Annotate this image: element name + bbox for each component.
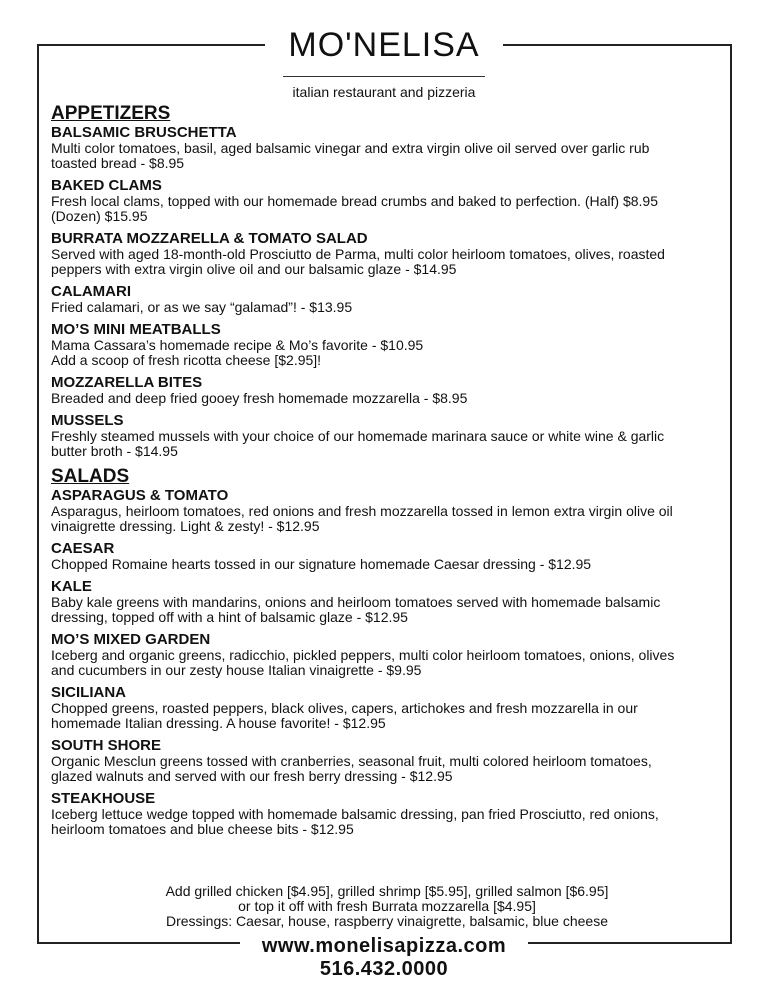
item-description-line: Organic Mesclun greens tossed with cranberries, seasonal fruit, multi colored heirloom tomatoes, [51, 753, 652, 769]
item-description-line: Served with aged 18-month-old Prosciutto de Parma, multi color heirloom tomatoes, olives, roasted [51, 246, 665, 262]
item-description-line: butter broth - $14.95 [51, 443, 178, 459]
frame-right-rule [730, 44, 732, 943]
item-name: BALSAMIC BRUSCHETTA [51, 124, 237, 141]
menu-section-appetizers [51, 103, 723, 459]
item-name: BURRATA MOZZARELLA & TOMATO SALAD [51, 230, 368, 247]
menu-item [51, 322, 723, 368]
item-description-line: Iceberg and organic greens, radicchio, pickled peppers, multi color heirloom tomatoes, onions, olives [51, 647, 675, 663]
frame-top-right-rule [503, 44, 732, 46]
item-description-line: peppers with extra virgin olive oil and our balsamic glaze - $14.95 [51, 261, 457, 277]
item-description-line: Chopped Romaine hearts tossed in our signature homemade Caesar dressing - $12.95 [51, 556, 592, 572]
section-title: APPETIZERS [51, 103, 171, 124]
item-description-line: Breaded and deep fried gooey fresh homemade mozzarella - $8.95 [51, 390, 468, 406]
item-description-line: dressing, topped off with a hint of balsamic glaze - $12.95 [51, 609, 408, 625]
menu-item [51, 541, 723, 572]
item-name: MO’S MINI MEATBALLS [51, 321, 221, 338]
item-name: CAESAR [51, 540, 115, 557]
item-description [51, 194, 723, 224]
frame-left-rule [37, 44, 39, 943]
item-description-line: Baby kale greens with mandarins, onions and heirloom tomatoes served with homemade balsamic [51, 594, 661, 610]
item-description [51, 300, 723, 315]
item-name: KALE [51, 578, 92, 595]
item-description [51, 429, 723, 459]
item-description [51, 701, 723, 731]
salad-addons [51, 884, 723, 929]
item-description-line: Freshly steamed mussels with your choice of our homemade marinara sauce or white wine & garlic [51, 428, 665, 444]
item-name: BAKED CLAMS [51, 177, 162, 194]
menu-item [51, 685, 723, 731]
item-description-line: Iceberg lettuce wedge topped with homemade balsamic dressing, pan fried Prosciutto, red onions, [51, 806, 659, 822]
item-description-line: and cucumbers in our zesty house Italian vinaigrette - $9.95 [51, 662, 422, 678]
item-description-line: Chopped greens, roasted peppers, black olives, capers, artichokes and fresh mozzarella in our [51, 700, 638, 716]
item-description-line: Mama Cassara’s homemade recipe & Mo’s favorite - $10.95 [51, 337, 424, 353]
item-description [51, 595, 723, 625]
item-description [51, 247, 723, 277]
menu-item [51, 488, 723, 534]
menu-item [51, 231, 723, 277]
item-name: SOUTH SHORE [51, 737, 162, 754]
website-link[interactable]: www.monelisapizza.com [261, 935, 507, 957]
menu-item [51, 375, 723, 406]
item-name: ASPARAGUS & TOMATO [51, 487, 229, 504]
item-description-line: Asparagus, heirloom tomatoes, red onions and fresh mozzarella tossed in lemon extra virgin olive oil [51, 503, 673, 519]
item-description-line: Multi color tomatoes, basil, aged balsamic vinegar and extra virgin olive oil served over garlic rub [51, 140, 650, 156]
item-description [51, 754, 723, 784]
addons-line: Add grilled chicken [$4.95], grilled shrimp [$5.95], grilled salmon [$6.95] [165, 883, 609, 899]
menu-item [51, 413, 723, 459]
item-description-line: vinaigrette dressing. Light & zesty! - $12.95 [51, 518, 320, 534]
item-description [51, 504, 723, 534]
menu-item [51, 178, 723, 224]
item-description [51, 807, 723, 837]
item-name: MO’S MIXED GARDEN [51, 631, 211, 648]
restaurant-logo: MO'NELISA [288, 26, 480, 64]
frame-top-left-rule [37, 44, 265, 46]
item-description-line: toasted bread - $8.95 [51, 155, 185, 171]
item-description-line: homemade Italian dressing. A house favorite! - $12.95 [51, 715, 386, 731]
restaurant-tagline: italian restaurant and pizzeria [292, 84, 476, 100]
item-description-line: heirloom tomatoes and blue cheese bits - $12.95 [51, 821, 354, 837]
item-name: MOZZARELLA BITES [51, 374, 203, 391]
item-description [51, 648, 723, 678]
menu-item [51, 125, 723, 171]
item-description [51, 338, 723, 368]
logo-underline [283, 76, 485, 77]
menu-item [51, 284, 723, 315]
item-name: MUSSELS [51, 412, 124, 429]
menu-section-salads [51, 466, 723, 837]
menu-item [51, 632, 723, 678]
item-description-line: (Dozen) $15.95 [51, 208, 148, 224]
item-description-line: glazed walnuts and served with our fresh berry dressing - $12.95 [51, 768, 453, 784]
menu-item [51, 791, 723, 837]
addons-line: or top it off with fresh Burrata mozzarella [$4.95] [238, 898, 536, 914]
item-description-line: Fried calamari, or as we say “galamad”! - $13.95 [51, 299, 353, 315]
item-name: CALAMARI [51, 283, 131, 300]
item-description-line: Fresh local clams, topped with our homemade bread crumbs and baked to perfection. (Half) $8.95 [51, 193, 658, 209]
section-title: SALADS [51, 466, 130, 487]
item-name: SICILIANA [51, 684, 126, 701]
menu-item [51, 738, 723, 784]
menu-item [51, 579, 723, 625]
item-description [51, 557, 723, 572]
item-description-line: Add a scoop of fresh ricotta cheese [$2.95]! [51, 352, 322, 368]
addons-line: Dressings: Caesar, house, raspberry vinaigrette, balsamic, blue cheese [166, 913, 608, 929]
phone-number[interactable]: 516.432.0000 [319, 958, 449, 980]
item-description [51, 141, 723, 171]
item-description [51, 391, 723, 406]
item-name: STEAKHOUSE [51, 790, 156, 807]
menu-body [51, 103, 723, 844]
